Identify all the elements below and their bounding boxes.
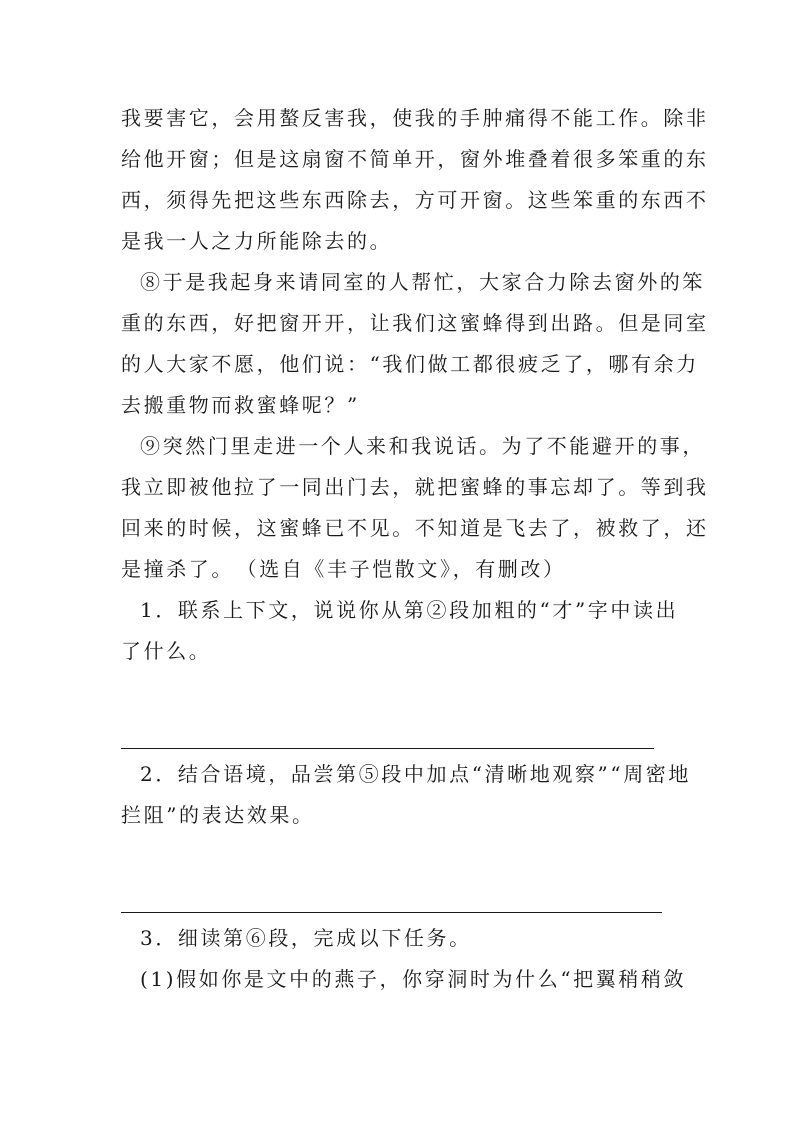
passage-line: 回来的时候，这蜜蜂已不见。不知道是飞去了，被救了，还 xyxy=(121,516,709,540)
passage-line: 去搬重物而救蜜蜂呢？” xyxy=(121,393,360,417)
answer-line-1[interactable] xyxy=(121,748,654,749)
passage-line: 我要害它，会用螯反害我，使我的手肿痛得不能工作。除非 xyxy=(121,106,709,130)
paragraph-8-first-line: ⑧于是我起身来请同室的人帮忙，大家合力除去窗外的笨 xyxy=(140,270,705,294)
question-3-subtask-1: (1)假如你是文中的燕子，你穿洞时为什么“把翼稍稍敛 xyxy=(140,967,687,991)
question-2-text: 2．结合语境，品尝第⑤段中加点“清晰地观察”“周密地 xyxy=(140,762,691,786)
paragraph-9-first-line: ⑨突然门里走进一个人来和我说话。为了不能避开的事， xyxy=(140,434,705,458)
passage-line: 是我一人之力所能除去的。 xyxy=(121,229,393,253)
passage-line: 的人大家不愿，他们说：“我们做工都很疲乏了，哪有余力 xyxy=(121,352,699,376)
answer-line-2[interactable] xyxy=(121,912,662,913)
question-2-text-cont: 拦阻”的表达效果。 xyxy=(121,803,315,827)
passage-line: 给他开窗；但是这扇窗不简单开，窗外堆叠着很多笨重的东 xyxy=(121,147,709,171)
passage-source-line: 是撞杀了。 （选自《丰子恺散文》，有删改） xyxy=(121,557,566,581)
question-1-text-cont: 了什么。 xyxy=(121,639,212,663)
passage-line: 重的东西，好把窗开开，让我们这蜜蜂得到出路。但是同室 xyxy=(121,311,709,335)
passage-line: 西，须得先把这些东西除去，方可开窗。这些笨重的东西不 xyxy=(121,188,709,212)
question-3-text: 3．细读第⑥段，完成以下任务。 xyxy=(140,926,472,950)
question-1-text: 1．联系上下文，说说你从第②段加粗的“才”字中读出 xyxy=(140,598,679,622)
passage-line: 我立即被他拉了一同出门去，就把蜜蜂的事忘却了。等到我 xyxy=(121,475,709,499)
